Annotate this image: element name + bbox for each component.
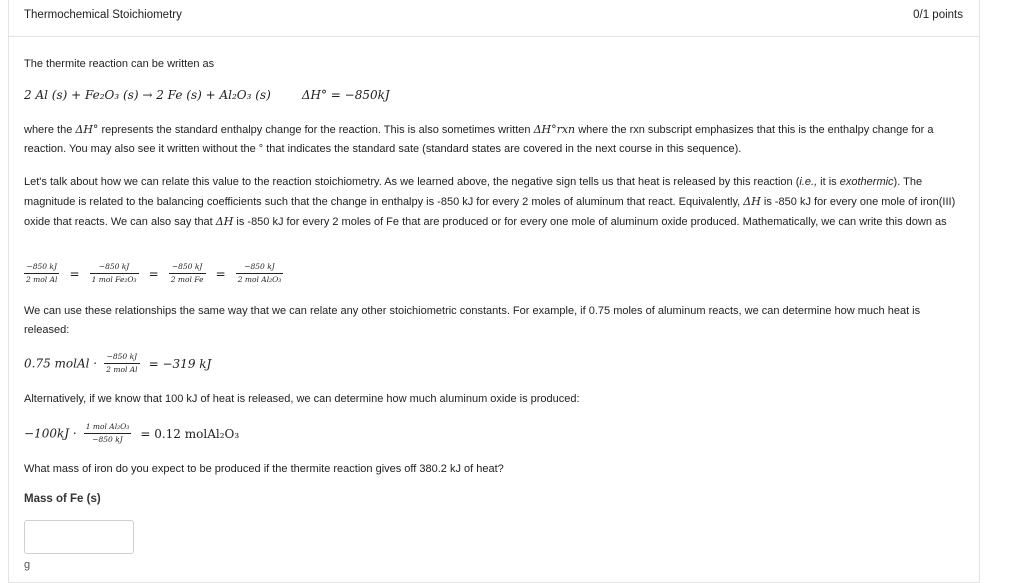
ratio-al2o3: $\frac{-850 kJ}{\text{2 mol Al₂O₃}}$ <box>237 262 282 284</box>
paragraph-alternative: Alternatively, if we know that 100 kJ of heat is released, we can determine how much aluminum oxide is produced: <box>24 393 580 405</box>
enthalpy-ratios: $\frac{-850 kJ}{\text{2 mol Al}}$ = $\frac{-850 kJ}{\text{1 mol Fe₂O₃}}$ = $\frac{-850 kJ}{\text{2 mol Fe}}$ = $\frac{-850 kJ}{\text{2 mol Al₂O₃}}$ <box>26 262 282 284</box>
question-header <box>9 0 979 37</box>
paragraph-stoichiometry: Let's talk about how we can relate this value to the reaction stoichiometry. As we learned above, the negative sign tells us that heat is released by this reaction (i.e., it is exothermic). The magnitude is related to the balancing coefficients such that the change in enthalpy is -850 kJ for every 2 moles of aluminum that react. Equivalently, ΔH is -850 kJ for every one mole of iron(III) oxide that reacts. We can also say that ΔH is -850 kJ for every 2 moles of Fe that are produced or for every one mole of aluminum oxide produced. Mathematically, we can write this down as <box>24 176 956 228</box>
unit-label: g <box>24 559 31 571</box>
question-prompt: What mass of iron do you expect to be produced if the thermite reaction gives off 380.2 kJ of heat? <box>24 463 504 475</box>
reaction-enthalpy: ΔH° = −850kJ <box>301 88 390 102</box>
reaction-formula: 2 Al (s) + Fe₂O₃ (s) → 2 Fe (s) + Al₂O₃ (s) <box>24 88 271 102</box>
points-indicator: 0/1 points <box>913 9 963 21</box>
mass-fe-input[interactable] <box>24 520 134 554</box>
ratio-fe: $\frac{-850 kJ}{\text{2 mol Fe}}$ <box>170 262 204 284</box>
question-title: Thermochemical Stoichiometry <box>24 9 182 21</box>
example-aluminum-oxide: −100kJ · $\frac{\text{1 mol Al₂O₃}}{-850 kJ}$ = 0.12 molAl₂O₃ <box>24 422 240 444</box>
ratio-al: $\frac{-850 kJ}{\text{2 mol Al}}$ <box>26 262 58 284</box>
example-heat-released: 0.75 molAl · $\frac{-850 kJ}{\text{2 mol Al}}$ = −319 kJ <box>24 352 212 374</box>
paragraph-relationships: We can use these relationships the same way that we can relate any other stoichiometric constants. For example, if 0.75 moles of aluminum reacts, we can determine how much heat is released: <box>24 305 921 336</box>
ratio-fe2o3: $\frac{-850 kJ}{\text{1 mol Fe₂O₃}}$ <box>91 262 137 284</box>
reaction-equation <box>24 88 390 102</box>
paragraph-enthalpy-definition: where the ΔH° represents the standard enthalpy change for the reaction. This is also sometimes written ΔH°rxn where the rxn subscript emphasizes that this is the enthalpy change for a reaction. You may also see it written without the ° that indicates the standard sate (standard states are covered in the next course in this sequence). <box>24 123 934 155</box>
question-card <box>8 0 980 583</box>
answer-label: Mass of Fe (s) <box>24 493 101 505</box>
intro-text: The thermite reaction can be written as <box>24 58 215 70</box>
